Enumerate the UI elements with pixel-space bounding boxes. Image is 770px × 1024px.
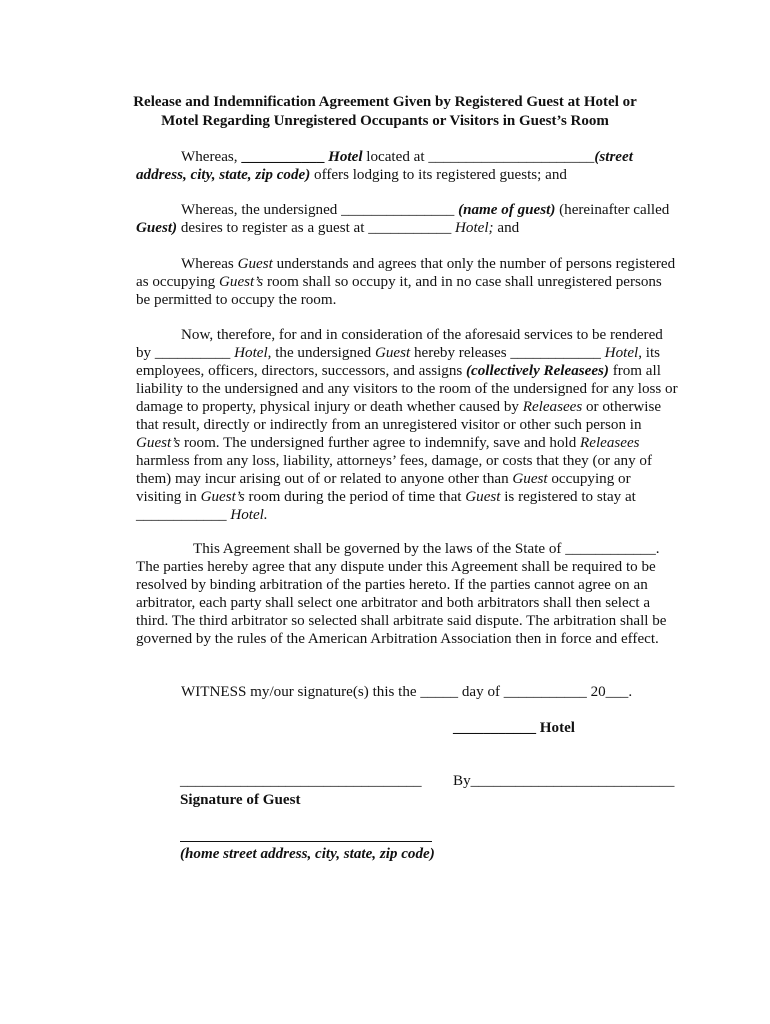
hotel-blank: ____________ xyxy=(136,507,227,523)
witness-clause xyxy=(136,683,656,701)
text: harmless from any loss, liability, attorneys’ fees, damage, or costs that they (or any of xyxy=(136,453,652,469)
text: The parties hereby agree that any dispute under this Agreement shall be required to be xyxy=(136,559,656,575)
address-label: address, city, state, zip code) xyxy=(136,167,311,183)
paragraph-governing-law xyxy=(136,540,667,648)
text: hereby releases xyxy=(410,345,511,361)
guest-name-blank: _______________ xyxy=(341,202,455,218)
text: and xyxy=(493,220,520,236)
text: employees, officers, directors, successors, and assigns xyxy=(136,363,467,379)
paragraph-occupancy-whereas xyxy=(136,255,676,309)
text: Now, therefore, for and in consideration of the aforesaid services to be rendered xyxy=(181,327,663,343)
guest-term: Guest xyxy=(237,256,273,272)
text: Whereas, xyxy=(181,149,242,165)
text: located at xyxy=(362,149,429,165)
releasees-term: Releasees xyxy=(580,435,640,451)
text: them) may incur arising out of or related to anyone other than xyxy=(136,471,513,487)
text: third. The third arbitrator so selected shall arbitrate said dispute. The arbitration shall be xyxy=(136,613,667,629)
text: , the undersigned xyxy=(267,345,375,361)
releasees-definition: (collectively Releasees) xyxy=(466,363,609,379)
text: room during the period of time that xyxy=(244,489,466,505)
guest-term: Guest xyxy=(512,471,548,487)
text: damage to property, physical injury or death whether caused by xyxy=(136,399,523,415)
title-line-2: Motel Regarding Unregistered Occupants or Visitors in Guest’s Room xyxy=(161,113,609,129)
hotel-label: Hotel xyxy=(324,149,363,165)
signature-of-guest-label: Signature of Guest xyxy=(180,792,301,808)
guest-term: Guest’s xyxy=(200,489,245,505)
hotel-by-signature-line[interactable]: By___________________________ xyxy=(453,773,675,789)
text: (hereinafter called xyxy=(555,202,670,218)
text: This Agreement shall be governed by the laws of the State of ____________. xyxy=(193,541,660,557)
releasees-term: Releasees xyxy=(522,399,583,415)
text: governed by the rules of the American Arbitration Association then in force and effect. xyxy=(136,631,659,647)
guest-term: Guest xyxy=(374,345,411,361)
text: be permitted to occupy the room. xyxy=(136,292,337,308)
text: as occupying xyxy=(136,274,219,290)
address-blank: ______________________ xyxy=(428,149,595,165)
text: Whereas xyxy=(181,256,238,272)
guest-term: Guest xyxy=(465,489,501,505)
guest-term: Guest) xyxy=(136,220,178,236)
hotel-name-blank: ___________ xyxy=(241,149,325,165)
text: occupying or xyxy=(547,471,631,487)
hotel-signature-block xyxy=(453,719,575,737)
hotel-label: Hotel xyxy=(536,720,575,736)
home-address-label: (home street address, city, state, zip code) xyxy=(180,846,435,862)
text: room shall so occupy it, and in no case shall unregistered persons xyxy=(263,274,662,290)
hotel-label: Hotel. xyxy=(226,507,268,523)
hotel-label: Hotel xyxy=(600,345,639,361)
text: desires to register as a guest at xyxy=(177,220,369,236)
paragraph-hotel-whereas xyxy=(136,148,656,184)
hotel-blank: ____________ xyxy=(510,345,601,361)
text: arbitrator, each party shall select one arbitrator and both arbitrators shall then select a xyxy=(136,595,651,611)
paragraph-guest-whereas xyxy=(136,201,670,237)
text: from all xyxy=(608,363,661,379)
street-label: (street xyxy=(594,149,633,165)
text: resolved by binding arbitration of the parties hereto. If the parties cannot agree on an xyxy=(136,577,648,593)
text: , its xyxy=(638,345,661,361)
hotel-blank: __________ xyxy=(154,345,231,361)
text: is registered to stay at xyxy=(500,489,636,505)
name-of-guest-label: (name of guest) xyxy=(454,202,556,218)
home-address-field[interactable] xyxy=(180,827,432,842)
text: visiting in xyxy=(136,489,201,505)
hotel-label: Hotel xyxy=(230,345,268,361)
guest-term: Guest’s xyxy=(219,274,264,290)
text: understands and agrees that only the number of persons registered xyxy=(272,256,676,272)
text: offers lodging to its registered guests; and xyxy=(310,167,567,183)
text: that result, directly or indirectly from an unregistered visitor or other such person in xyxy=(136,417,642,433)
text: room. The undersigned further agree to indemnify, save and hold xyxy=(180,435,581,451)
text: or otherwise xyxy=(582,399,662,415)
document-title xyxy=(100,93,670,131)
text: Whereas, the undersigned xyxy=(181,202,342,218)
title-line-1: Release and Indemnification Agreement Given by Registered Guest at Hotel or xyxy=(133,94,637,110)
guest-term: Guest’s xyxy=(136,435,181,451)
paragraph-release xyxy=(136,326,678,524)
text: by xyxy=(136,345,155,361)
hotel-name-blank[interactable]: ___________ xyxy=(453,720,537,736)
text: liability to the undersigned and any visitors to the room of the undersigned for any loss or xyxy=(136,381,678,397)
hotel-label: Hotel; xyxy=(451,220,494,236)
hotel-blank: ___________ xyxy=(368,220,452,236)
guest-signature-line[interactable]: ________________________________ xyxy=(180,773,422,789)
witness-text[interactable]: WITNESS my/our signature(s) this the _____ day of ___________ 20___. xyxy=(181,684,633,700)
